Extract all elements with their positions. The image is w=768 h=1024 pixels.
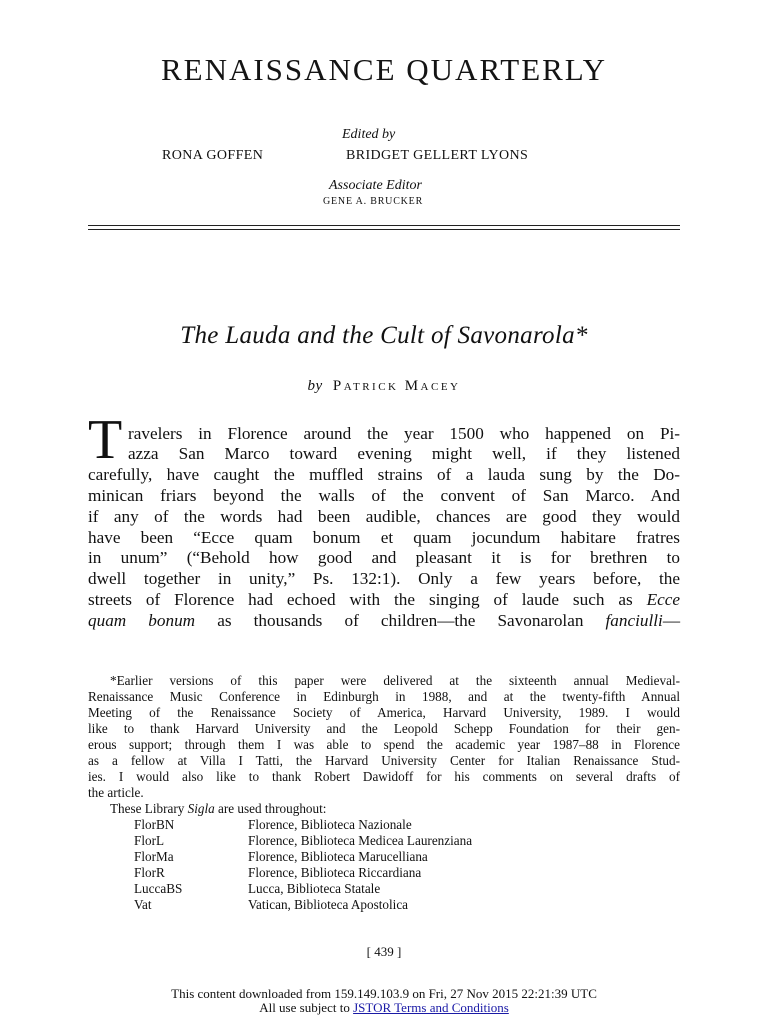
sigla-intro-text: are used throughout:: [214, 801, 327, 816]
masthead-rule-top: [88, 225, 680, 226]
footnote-line: Meeting of the Renaissance Society of America, Harvard University, 1989. I would: [88, 705, 680, 720]
body-italic-text: fanciulli: [605, 611, 663, 630]
download-notice: This content downloaded from 159.149.103.9 on Fri, 27 Nov 2015 22:21:39 UTC: [171, 986, 597, 1001]
editor-name-lyons: BRIDGET GELLERT LYONS: [346, 148, 529, 163]
body-line: [88, 611, 680, 631]
terms-notice: [0, 1000, 768, 1016]
associate-editor-label: Associate Editor: [329, 178, 422, 193]
footnote-line: *Earlier versions of this paper were delivered at the sixteenth annual Medieval-: [110, 673, 680, 688]
page-number: [ 439 ]: [366, 944, 402, 959]
drop-cap: T: [88, 409, 123, 471]
sigla-description: Florence, Biblioteca Medicea Laurenziana: [248, 833, 473, 848]
footnote-line: Renaissance Music Conference in Edinburgh in 1988, and at the twenty-fifth Annual: [88, 689, 680, 704]
footnote-line: like to thank Harvard University and the Leopold Schepp Foundation for their gen-: [88, 721, 680, 736]
body-text: —: [662, 611, 681, 630]
footnote-line: as a fellow at Villa I Tatti, the Harvard University Center for Italian Renaissance Stud-: [88, 753, 680, 768]
journal-title: RENAISSANCE QUARTERLY: [160, 52, 608, 87]
body-line: azza San Marco toward evening might well, if they listened: [128, 444, 680, 463]
edited-by-label: Edited by: [342, 127, 396, 142]
body-line: if any of the words had been audible, chances are good they would: [88, 507, 680, 526]
body-line: [88, 590, 680, 610]
footnote-line: erous support; through them I was able to spend the academic year 1987–88 in Florence: [88, 737, 680, 752]
sigla-code: Vat: [134, 897, 152, 912]
body-line: minican friars beyond the walls of the convent of San Marco. And: [88, 486, 680, 505]
sigla-description: Vatican, Biblioteca Apostolica: [248, 897, 409, 912]
body-text: as thousands of children—the Savonarolan: [195, 611, 606, 630]
author-name: Patrick Macey: [332, 378, 461, 394]
body-line: carefully, have caught the muffled strains of a lauda sung by the Do-: [88, 465, 680, 484]
sigla-description: Florence, Biblioteca Riccardiana: [248, 865, 422, 880]
associate-editor-name: GENE A. BRUCKER: [323, 196, 424, 207]
byline: [0, 378, 768, 395]
body-italic-text: Ecce: [646, 590, 680, 609]
body-line: dwell together in unity,” Ps. 132:1). Only a few years before, the: [88, 569, 680, 588]
sigla-code: FlorR: [134, 865, 165, 880]
sigla-intro-text: These Library: [110, 801, 188, 816]
body-line: have been “Ecce quam bonum et quam jocundum habitare fratres: [88, 528, 680, 547]
sigla-intro: [110, 801, 680, 817]
masthead-rule-bottom: [88, 229, 680, 230]
body-italic-text: quam bonum: [88, 611, 196, 630]
sigla-code: FlorMa: [134, 849, 174, 864]
article-title: The Lauda and the Cult of Savonarola*: [180, 322, 588, 349]
sigla-code: FlorL: [134, 833, 165, 848]
terms-prefix: All use subject to: [259, 1000, 354, 1015]
sigla-intro-italic: Sigla: [187, 801, 215, 816]
sigla-code: LuccaBS: [134, 881, 183, 896]
footnote-line: the article.: [88, 785, 144, 800]
footnote-line: ies. I would also like to thank Robert Dawidoff for his comments on several drafts of: [88, 769, 680, 784]
sigla-description: Lucca, Biblioteca Statale: [248, 881, 381, 896]
body-text: streets of Florence had echoed with the singing of laude such as: [88, 590, 633, 609]
sigla-code: FlorBN: [134, 817, 175, 832]
editor-name-goffen: RONA GOFFEN: [162, 148, 264, 163]
sigla-description: Florence, Biblioteca Nazionale: [248, 817, 412, 832]
body-line: ravelers in Florence around the year 1500 who happened on Pi-: [128, 424, 680, 443]
byline-by: by: [307, 378, 323, 394]
jstor-terms-link[interactable]: JSTOR Terms and Conditions: [353, 1000, 509, 1015]
sigla-description: Florence, Biblioteca Marucelliana: [248, 849, 428, 864]
body-line: in unum” (“Behold how good and pleasant it is for brethren to: [88, 548, 680, 567]
